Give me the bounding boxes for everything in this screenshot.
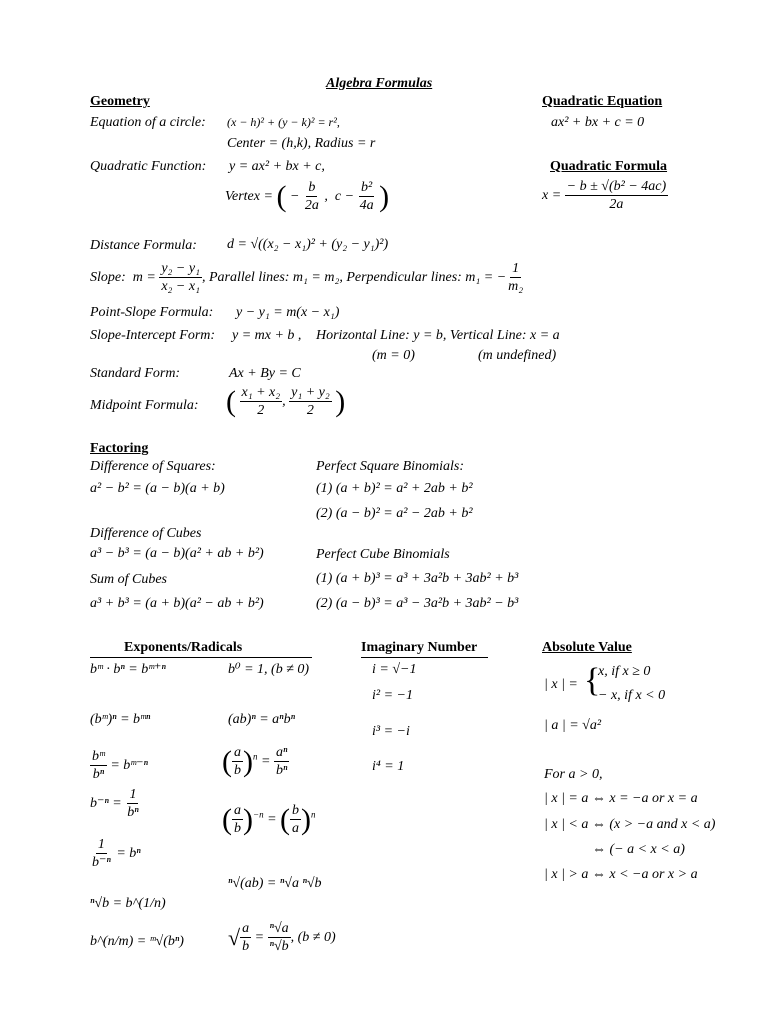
- radical-product-rule: ⁿ√(ab) = ⁿ√a ⁿ√b: [228, 876, 322, 891]
- perfect-square-1: (1) (a + b)² = a² + 2ab + b²: [316, 481, 473, 496]
- exp-negative-fraction: $\frac{1}{\text{bⁿ}}$: [127, 787, 139, 820]
- factoring-heading: Factoring: [90, 441, 149, 456]
- imaginary-i-cubed: i³ = −i: [372, 724, 410, 739]
- absolute-rule-greater: | x | > a ⇔ x < −a or x > a: [544, 867, 698, 882]
- vertex-fraction-2: $\frac{\text{b²}}{4a}$: [359, 180, 374, 213]
- exponents-heading-rule: [90, 657, 312, 658]
- slope-fraction: $\frac{\text{y₂ − y₁}}{\text{x₂ − x₁}}$: [161, 261, 200, 294]
- perpendicular-fraction: $\frac{1}{\text{m₂}}$: [508, 261, 524, 294]
- quadratic-formula-heading: Quadratic Formula: [550, 159, 668, 174]
- rational-exponent-rule: b^(n/m) = ᵐ√(bⁿ): [90, 934, 184, 949]
- perfect-cube-2: (2) (a − b)³ = a³ − 3a²b + 3ab² − b³: [316, 596, 519, 611]
- midpoint-x-fraction: $\frac{\text{x₁ + x₂}}{2}$: [241, 385, 281, 418]
- exp-product-power-rule: (ab)ⁿ = aⁿbⁿ: [228, 712, 295, 727]
- page-title: Algebra Formulas: [326, 76, 433, 91]
- vertical-slope-note: (m undefined): [478, 348, 557, 363]
- vertex-open-paren: (: [276, 180, 287, 213]
- imaginary-i-fourth: i⁴ = 1: [372, 759, 405, 774]
- difference-of-squares-label: Difference of Squares:: [90, 459, 216, 474]
- imaginary-i-squared: i² = −1: [372, 688, 413, 703]
- exp-inverse-fraction: $\frac{1}{\text{b⁻ⁿ}}$: [92, 837, 111, 870]
- horizontal-slope-note: (m = 0): [372, 348, 415, 363]
- slope-intercept-label: Slope-Intercept Form:: [90, 328, 216, 343]
- vertex-fraction-1: $\frac{b}{2a}$: [304, 180, 319, 213]
- exponents-heading: Exponents/Radicals: [124, 640, 243, 655]
- slope-intercept-equation: y = mx + b ,: [232, 328, 302, 343]
- absolute-value-heading: Absolute Value: [542, 640, 632, 655]
- perfect-square-2: (2) (a − b)² = a² − 2ab + b²: [316, 506, 473, 521]
- exp-inverse-negative-rule: $\frac{1}{\text{b⁻ⁿ}}$ = bⁿ: [92, 837, 141, 870]
- exp-quotient-power-rule: ( $\frac{a}{b}$ )$^n$ = $\frac{\text{aⁿ}}{\text{bⁿ}}$: [222, 745, 288, 778]
- geometry-heading: Geometry: [90, 94, 150, 109]
- exp-quotient-rule: $\frac{\text{bᵐ}}{\text{bⁿ}}$ = bᵐ⁻ⁿ: [92, 749, 148, 782]
- circle-equation: (x − h)² + (y − k)² = r²,: [227, 115, 340, 129]
- distance-equation: d = √((x₂ − x₁)² + (y₂ − y₁)²): [227, 237, 389, 252]
- radical-fraction-exponent-rule: ⁿ√b = b^(1/n): [90, 896, 166, 911]
- quadratic-formula: x = $\frac{\text{− b ± √(b² − 4ac)}}{2a}$: [542, 179, 667, 212]
- standard-form-label: Standard Form:: [90, 366, 181, 381]
- difference-of-squares-equation: a² − b² = (a − b)(a + b): [90, 481, 225, 496]
- exp-zero-rule: b⁰ = 1, (b ≠ 0): [228, 662, 310, 677]
- absolute-rule-less: | x | < a ⇔ (x > −a and x < a): [544, 817, 716, 832]
- quadratic-function-equation: y = ax² + bx + c,: [229, 159, 325, 174]
- absolute-rule-equal: | x | = a ⇔ x = −a or x = a: [544, 791, 698, 806]
- quadratic-equation: ax² + bx + c = 0: [551, 115, 645, 130]
- exp-product-rule: bᵐ · bⁿ = bᵐ⁺ⁿ: [90, 662, 166, 677]
- perfect-cube-1: (1) (a + b)³ = a³ + 3a²b + 3ab² + b³: [316, 571, 519, 586]
- sum-of-cubes-equation: a³ + b³ = (a + b)(a² − ab + b²): [90, 596, 264, 611]
- imaginary-i: i = √−1: [372, 662, 417, 677]
- perfect-cube-label: Perfect Cube Binomials: [316, 547, 450, 562]
- imaginary-heading: Imaginary Number: [361, 640, 478, 655]
- absolute-def-lhs: | x | =: [544, 677, 578, 692]
- imaginary-heading-rule: [361, 657, 488, 658]
- center-radius: Center = (h,k), Radius = r: [227, 136, 376, 151]
- standard-form-equation: Ax + By = C: [229, 366, 301, 381]
- absolute-case-2: − x, if x < 0: [598, 688, 666, 703]
- slope-line: Slope: m = $\frac{\text{y₂ − y₁}}{\text{x₂ − x₁}}$ , Parallel lines: m₁ = m₂, Perpendicular lines: m₁ = − $\frac{1}{\text{m₂}}$: [90, 261, 524, 294]
- radical-quotient-rule: √ $\frac{a}{b}$ = $\frac{\text{ⁿ√a}}{\text{ⁿ√b}}$ , (b ≠ 0): [228, 921, 336, 954]
- perfect-square-label: Perfect Square Binomials:: [316, 459, 465, 474]
- exp-quotient-fraction: $\frac{\text{bᵐ}}{\text{bⁿ}}$: [92, 749, 105, 782]
- midpoint-formula: ( $\frac{\text{x₁ + x₂}}{2}$ , $\frac{\text{y₁ + y₂}}{2}$ ): [226, 385, 346, 418]
- absolute-case-1: x, if x ≥ 0: [598, 664, 651, 679]
- sum-of-cubes-label: Sum of Cubes: [90, 572, 167, 587]
- absolute-brace: {: [584, 662, 601, 699]
- vertex-close-paren: ): [379, 180, 390, 213]
- point-slope-equation: y − y₁ = m(x − x₁): [236, 305, 340, 320]
- quadratic-formula-fraction: $\frac{\text{− b ± √(b² − 4ac)}}{2a}$: [566, 179, 667, 212]
- point-slope-label: Point-Slope Formula:: [90, 305, 214, 320]
- circle-label: Equation of a circle:: [90, 115, 206, 130]
- exp-negative-rule: b⁻ⁿ = $\frac{1}{\text{bⁿ}}$: [90, 787, 139, 820]
- vertex-label: Vertex =: [225, 189, 273, 205]
- horizontal-vertical-lines: Horizontal Line: y = b, Vertical Line: x = a: [316, 328, 560, 343]
- absolute-rule-less-combined: ⇔ (− a < x < a): [592, 842, 685, 857]
- distance-label: Distance Formula:: [90, 238, 197, 253]
- exp-power-rule: (bᵐ)ⁿ = bᵐⁿ: [90, 712, 151, 727]
- midpoint-label: Midpoint Formula:: [90, 398, 199, 413]
- exp-reciprocal-power-rule: ( $\frac{a}{b}$ )$^{-n}$ = ( $\frac{b}{a}$ )$^n$: [222, 803, 316, 836]
- absolute-a-sqrt: | a | = √a²: [544, 718, 602, 733]
- quadratic-function-label: Quadratic Function:: [90, 159, 207, 174]
- quadratic-equation-heading: Quadratic Equation: [542, 94, 663, 109]
- midpoint-y-fraction: $\frac{\text{y₁ + y₂}}{2}$: [291, 385, 330, 418]
- difference-of-cubes-equation: a³ − b³ = (a − b)(a² + ab + b²): [90, 546, 264, 561]
- vertex-formula: Vertex = ( − $\frac{b}{2a}$ , c − $\frac{\text{b²}}{4a}$ ): [225, 180, 390, 213]
- absolute-for-a: For a > 0,: [544, 767, 603, 782]
- difference-of-cubes-label: Difference of Cubes: [90, 526, 202, 541]
